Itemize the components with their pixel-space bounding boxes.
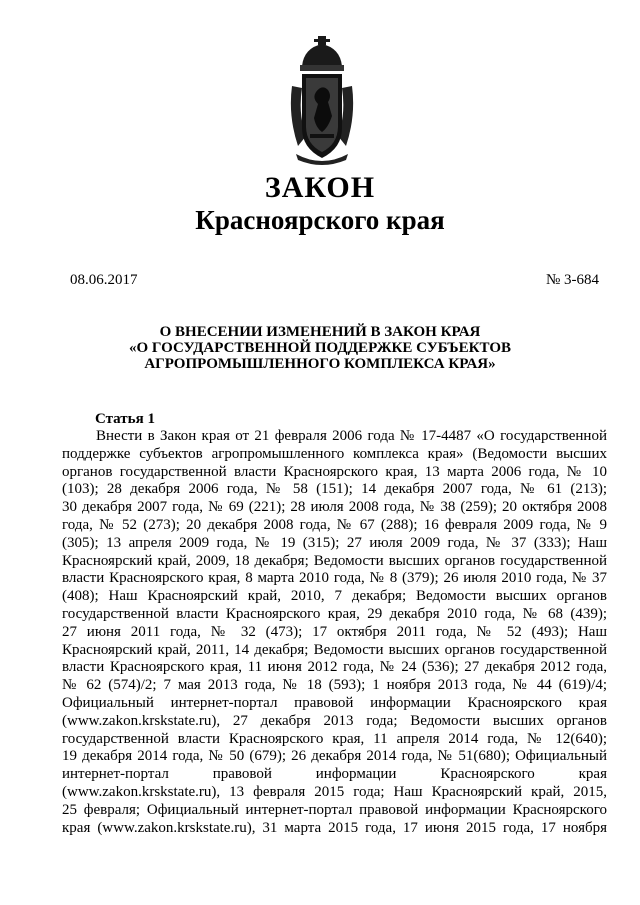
body-line: года, № 52 (273); 20 декабря 2008 года, № 67 (288); 16 февраля 2009 года, № 9 [62, 516, 607, 533]
body-line: (305); 13 апреля 2009 года, № 19 (315); 27 июля 2009 года, № 37 (333); Наш [62, 534, 607, 551]
body-line: органов государственной власти Красноярского края, 13 марта 2006 года, № 10 [62, 463, 607, 480]
body-line: 27 июня 2011 года, № 32 (473); 17 октября 2011 года, № 52 (493); Наш [62, 623, 607, 640]
subject-line: АГРОПРОМЫШЛЕННОГО КОМПЛЕКСА КРАЯ» [144, 356, 496, 372]
document-date: 08.06.2017 [70, 272, 138, 288]
body-line: интернет-портал правовой информации Красноярского края [62, 766, 607, 783]
body-line: власти Красноярского края, 8 марта 2010 года, № 8 (379); 26 июля 2010 года, № 37 [62, 570, 607, 587]
body-line: государственной власти Красноярского края, 11 апреля 2014 года, № 12(640); [62, 730, 607, 747]
body-line: поддержке субъектов агропромышленного комплекса края» (Ведомости высших [62, 445, 607, 462]
coat-of-arms-emblem [288, 36, 356, 168]
document-title: ЗАКОН [264, 171, 376, 204]
body-line: 19 декабря 2014 года, № 50 (679); 26 декабря 2014 года, № 51(680); Официальный [62, 748, 607, 765]
subject-line: «О ГОСУДАРСТВЕННОЙ ПОДДЕРЖКЕ СУБЪЕКТОВ [129, 340, 511, 356]
body-line: № 62 (574)/2; 7 мая 2013 года, № 18 (593); 1 ноября 2013 года, № 44 (619)/4; [62, 677, 607, 694]
body-line: (www.zakon.krskstate.ru), 13 февраля 2015 года; Наш Красноярский край, 2015, [62, 783, 607, 800]
body-line: 30 декабря 2007 года, № 69 (221); 28 июля 2008 года, № 38 (259); 20 октября 2008 [62, 499, 607, 516]
body-line: края (www.zakon.krskstate.ru), 31 марта 2015 года, 17 июня 2015 года, 17 ноября [62, 819, 607, 836]
document-subtitle: Красноярского края [195, 205, 445, 235]
body-line: власти Красноярского края, 11 июня 2012 года, № 24 (536); 27 декабря 2012 года, [62, 659, 607, 676]
article-heading: Статья 1 [95, 411, 155, 427]
body-line: (www.zakon.krskstate.ru), 27 декабря 2013 года; Ведомости высших органов [62, 712, 607, 729]
article-body [62, 428, 607, 837]
subject-line: О ВНЕСЕНИИ ИЗМЕНЕНИЙ В ЗАКОН КРАЯ [159, 324, 481, 340]
body-line: Официальный интернет-портал правовой информации Красноярского края [62, 694, 607, 711]
document-number: № 3-684 [546, 272, 600, 288]
document-subject [60, 324, 580, 372]
body-line: (103); 28 декабря 2006 года, № 58 (151); 14 декабря 2007 года, № 61 (213); [62, 481, 607, 498]
body-line: Красноярский край, 2009, 18 декабря; Ведомости высших органов государственной [62, 552, 607, 569]
body-line: государственной власти Красноярского края, 29 декабря 2010 года, № 68 (439); [62, 605, 607, 622]
body-line: Внести в Закон края от 21 февраля 2006 года № 17-4487 «О государственной [96, 428, 607, 444]
body-line: 25 февраля; Официальный интернет-портал правовой информации Красноярского [62, 801, 607, 818]
body-line: (408); Наш Красноярский край, 2010, 7 декабря; Ведомости высших органов [62, 588, 607, 605]
body-line: Красноярский край, 2011, 14 декабря; Ведомости высших органов государственной [62, 641, 607, 658]
